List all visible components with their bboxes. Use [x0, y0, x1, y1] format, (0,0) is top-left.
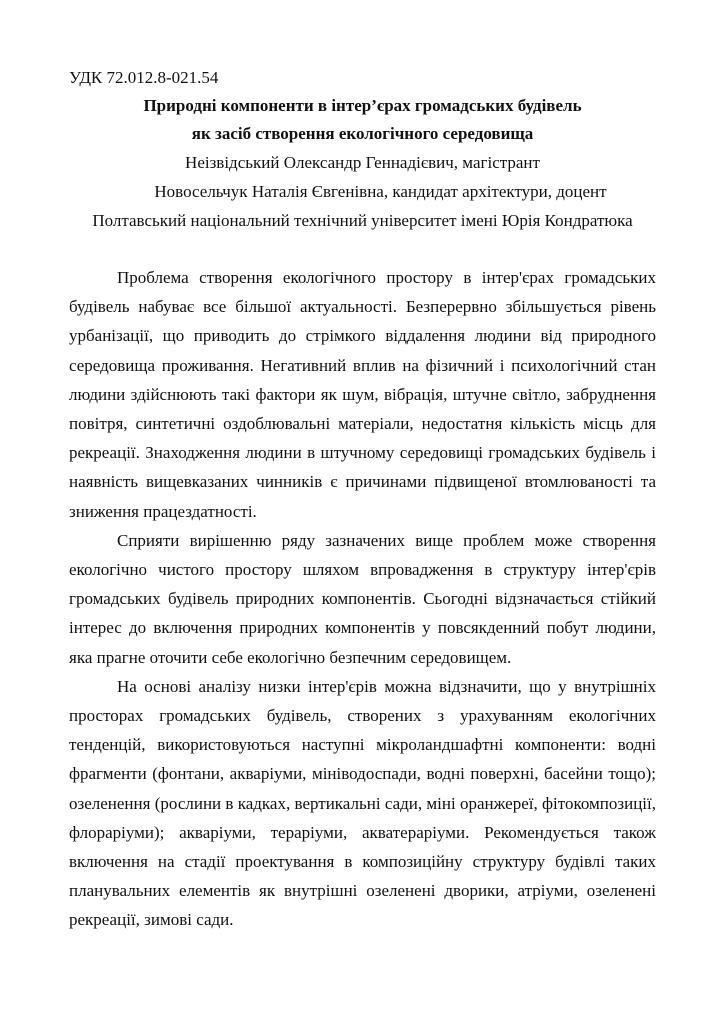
- author-2: Новосельчук Наталія Євгенівна, кандидат архітектури, доцент: [154, 182, 607, 201]
- udk-code: УДК 72.012.8-021.54: [69, 68, 219, 87]
- body-paragraph-2: Сприяти вирішенню ряду зазначених вище проблем може створення екологічно чистого простору шляхом впровадження в структуру інтер'єрів громадських будівель природних компонентів. Сьогодні відзначається стійкий інтерес до включення природних компонентів у повсякденний побут людини, яка прагне оточити себе екологічно безпечним середовищем.: [69, 530, 656, 667]
- document-page: [69, 64, 656, 935]
- paper-title-line-2: як засіб створення екологічного середовища: [191, 124, 534, 143]
- paper-title-line-1: Природні компоненти в інтер’єрах громадських будівель: [143, 96, 582, 115]
- section-spacer: [69, 235, 656, 263]
- body-paragraph-3: На основі аналізу низки інтер'єрів можна відзначити, що у внутрішніх просторах громадських будівель, створених з урахуванням екологічних тенденцій, використовуються наступні мікроландшафтні компоненти: водні фрагменти (фонтани, акваріуми, мініводоспади, водні поверхні, басейни тощо); озеленення (рослини в кадках, вертикальні сади, міні оранжереї, фітокомпозиції, флораріуми); акваріуми, тераріуми, акватераріуми. Рекомендується також включення на стадії проектування в композиційну структуру будівлі таких планувальних елементів як внутрішні озеленені дворики, атріуми, озеленені рекреації, зимові сади.: [69, 676, 656, 930]
- affiliation: Полтавський національний технічний університет імені Юрія Кондратюка: [92, 211, 633, 230]
- author-1: Неізвідський Олександр Геннадієвич, магістрант: [185, 153, 540, 172]
- body-paragraph-1: Проблема створення екологічного простору в інтер'єрах громадських будівель набуває все більшої актуальності. Безперервно збільшується рівень урбанізації, що приводить до стрімкого віддалення людини від природного середовища проживання. Негативний вплив на фізичний і психологічний стан людини здійснюють такі фактори як шум, вібрація, штучне світло, забруднення повітря, синтетичні оздоблювальні матеріали, недостатня кількість місць для рекреації. Знаходження людини в штучному середовищі громадських будівель і наявність вищевказаних чинників є причинами підвищеної втомлюваності та зниження працездатності.: [69, 268, 656, 521]
